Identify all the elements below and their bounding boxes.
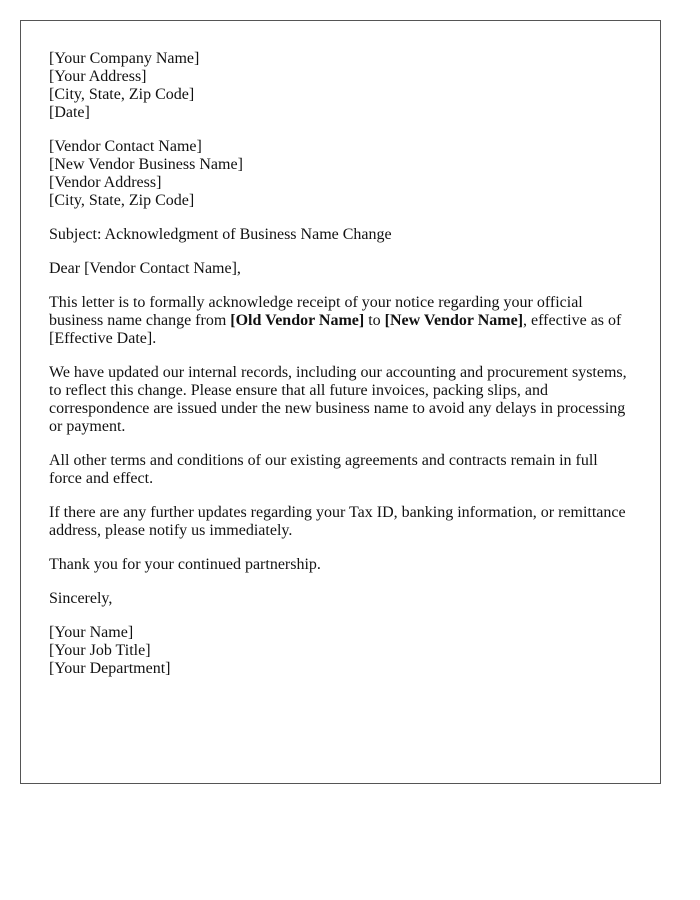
recipient-contact: [Vendor Contact Name] — [49, 138, 202, 155]
body-paragraph-4: If there are any further updates regarding your Tax ID, banking information, or remittance address, please notify us immediately. — [49, 504, 626, 539]
sender-city: [City, State, Zip Code] — [49, 86, 195, 103]
recipient-business: [New Vendor Business Name] — [49, 156, 243, 173]
letter-date: [Date] — [49, 104, 90, 121]
sender-company: [Your Company Name] — [49, 50, 200, 67]
new-vendor-name: [New Vendor Name] — [384, 312, 524, 329]
old-vendor-name: [Old Vendor Name] — [230, 312, 365, 329]
para1-text-a: This letter is to formally acknowledge receipt of your notice regarding your official business name change from — [49, 294, 583, 329]
body-paragraph-2: We have updated our internal records, including our accounting and procurement systems, to reflect this change. Please ensure that all future invoices, packing slips, and correspondence are issued under the new business name to avoid any delays in processing or payment. — [49, 364, 627, 435]
sender-address: [Your Address] — [49, 68, 147, 85]
letter-page — [20, 20, 661, 784]
body-paragraph-3: All other terms and conditions of our existing agreements and contracts remain in full force and effect. — [49, 452, 598, 487]
salutation: Dear [Vendor Contact Name], — [49, 260, 241, 277]
body-paragraph-5: Thank you for your continued partnership. — [49, 556, 321, 573]
sender-block — [49, 50, 634, 122]
para1-text-b: to — [364, 312, 385, 329]
body-paragraph-1 — [49, 294, 634, 348]
recipient-block — [49, 138, 634, 210]
para1-text-c: , effective as of [Effective Date]. — [49, 312, 622, 347]
signer-name: [Your Name] — [49, 624, 134, 641]
recipient-address: [Vendor Address] — [49, 174, 162, 191]
signer-department: [Your Department] — [49, 660, 171, 677]
signer-title: [Your Job Title] — [49, 642, 151, 659]
signature-block — [49, 624, 634, 678]
subject-line: Subject: Acknowledgment of Business Name Change — [49, 226, 392, 243]
recipient-city: [City, State, Zip Code] — [49, 192, 195, 209]
closing: Sincerely, — [49, 590, 113, 607]
